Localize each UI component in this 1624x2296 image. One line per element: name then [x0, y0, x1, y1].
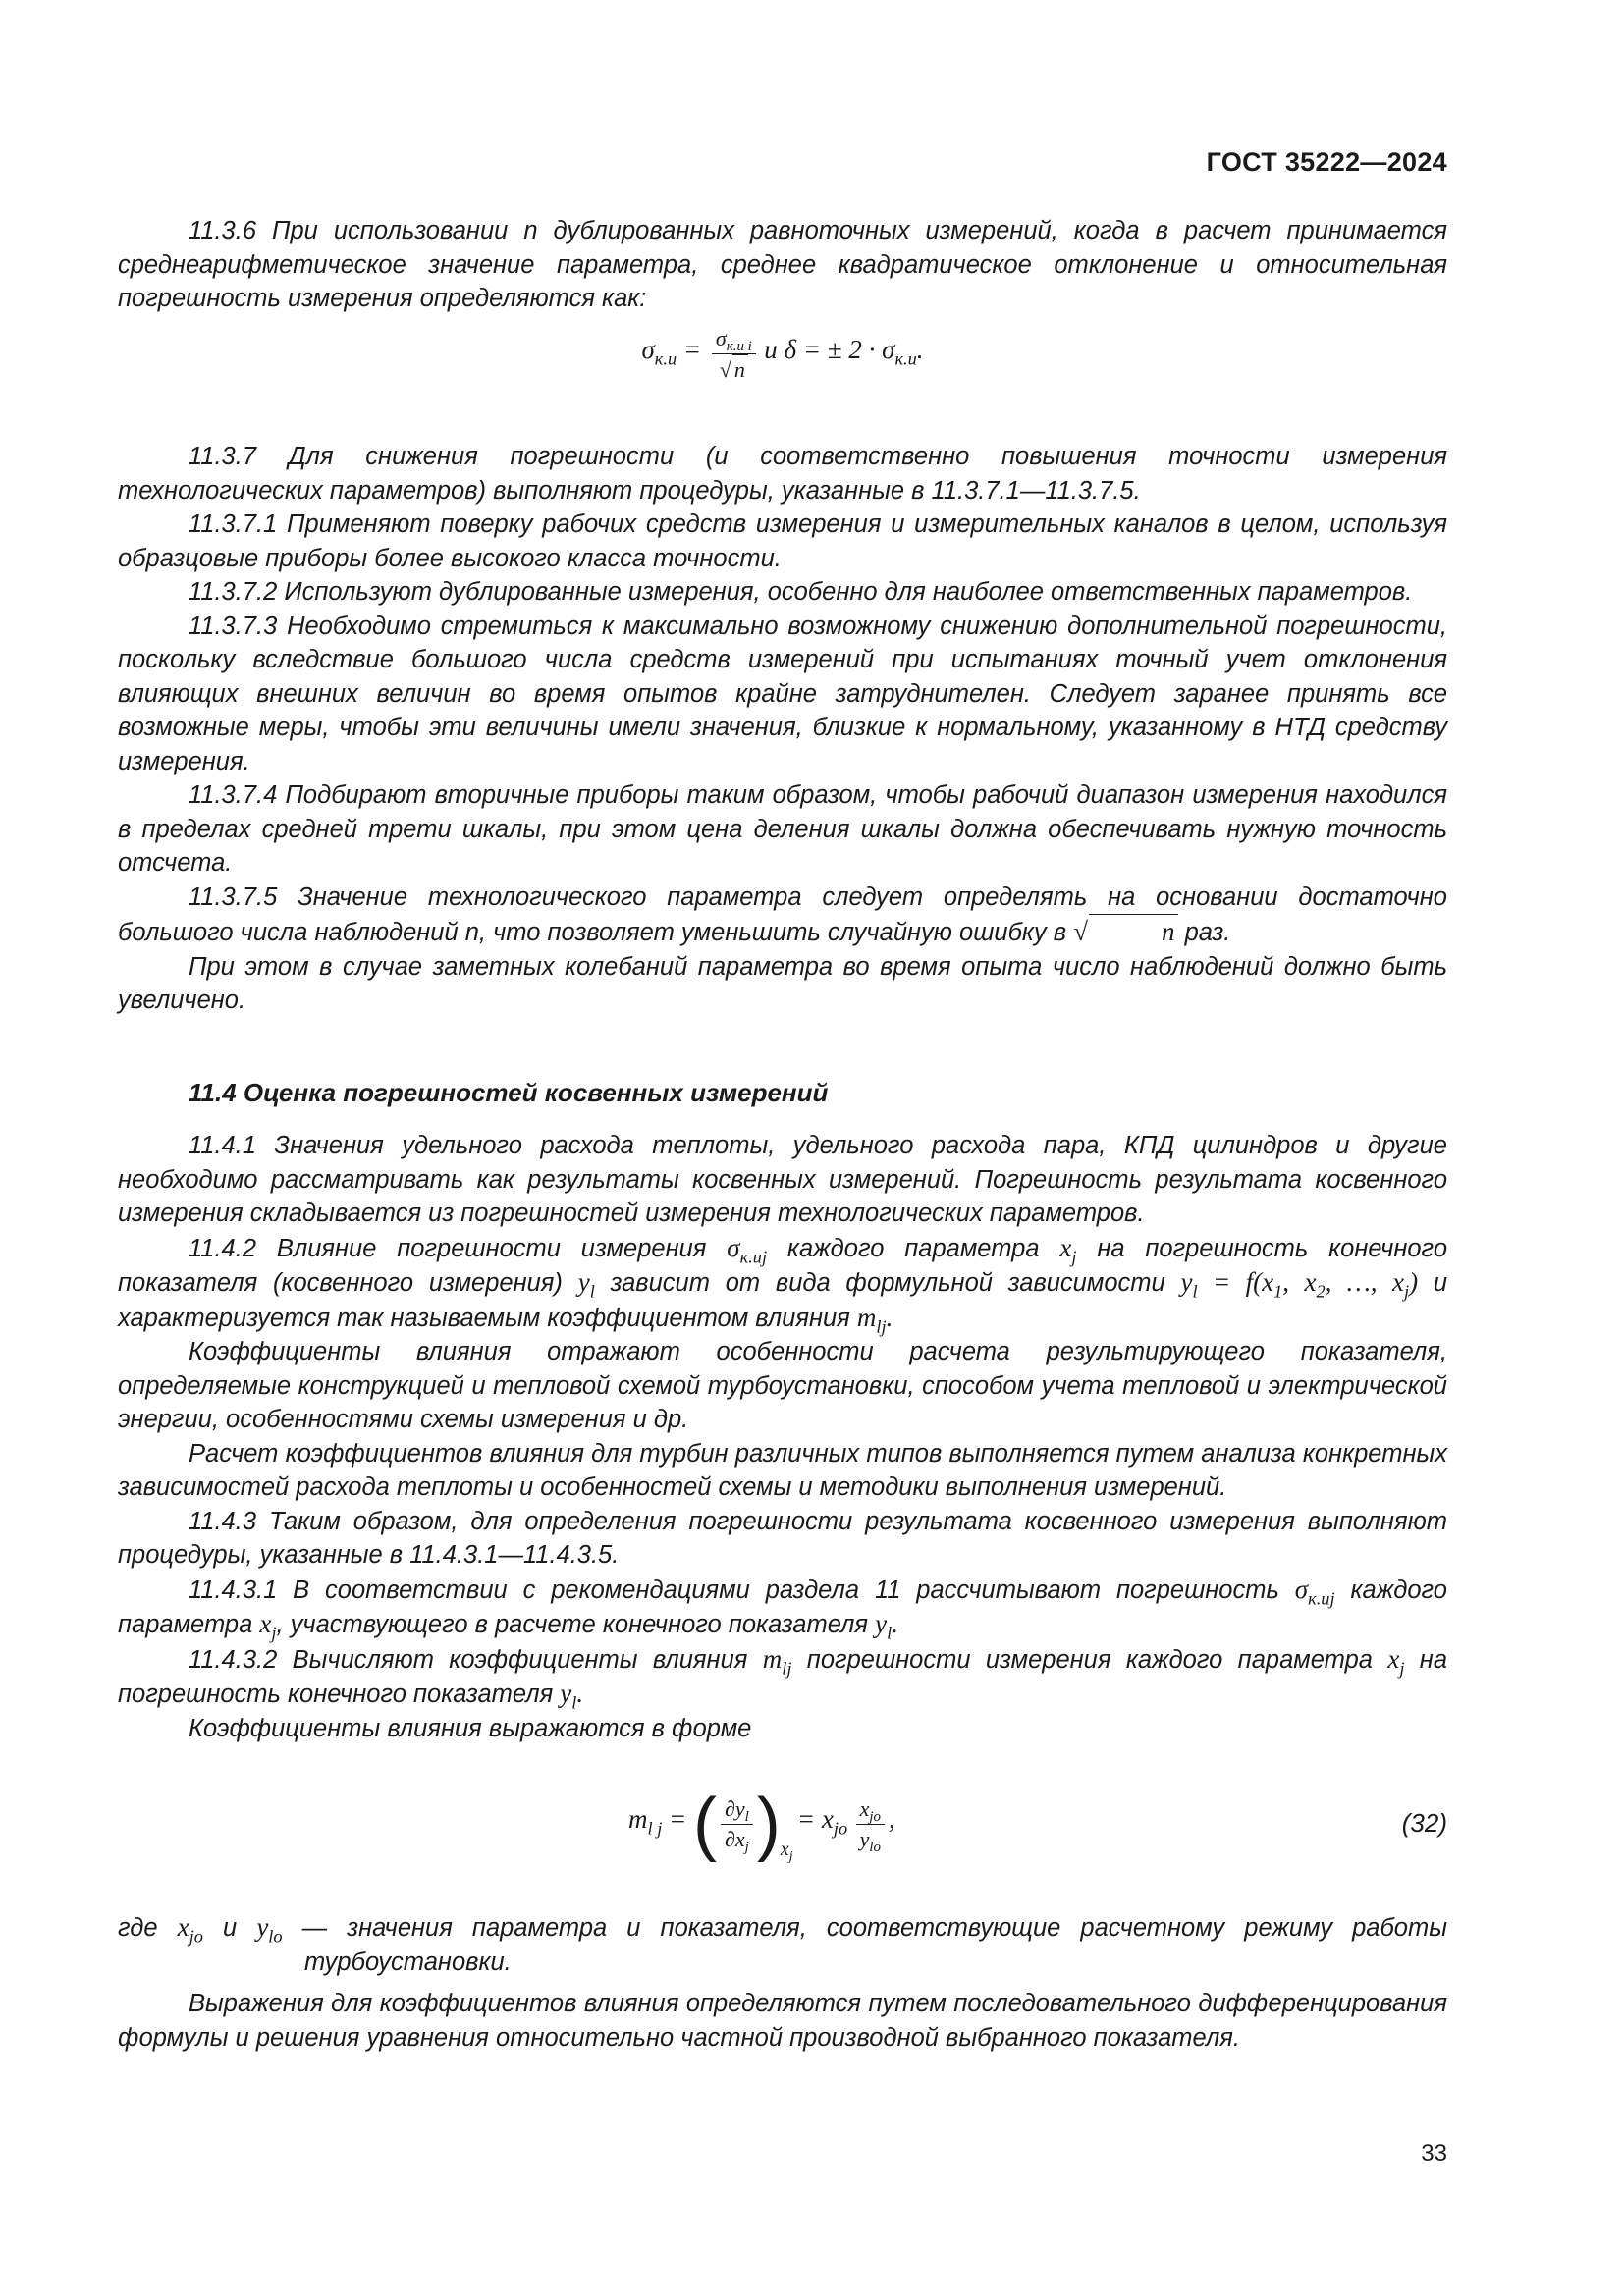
paragraph-11-4-2: 11.4.2 Влияние погрешности измерения $\sigma_{к.uj}$ каждого параметра $x_j$ на погрешность конечного показателя (косвенного измерения) $y_l$ зависит от вида формульной зависимости $y_l = f(x_1$, $x_2$, …, $x_j$) и характеризуется так называемым коэффициентом влияния $m_{lj}$. — [118, 1232, 1448, 1336]
document-header: ГОСТ 35222—2024 — [1206, 147, 1447, 177]
paragraph-last: Выражения для коэффициентов влияния определяются путем последовательного дифференцирования формулы и решения уравнения относительно частной производной выбранного показателя. — [118, 1990, 1447, 2052]
paragraph-11-3-6: 11.3.6 При использовании n дублированных равноточных измерений, когда в расчет принимается среднеарифметическое значение параметра, среднее квадратическое отклонение и относительная погрешность измерения определяются как: — [118, 217, 1447, 312]
equation-number: (32) — [1401, 1808, 1447, 1838]
section-11-4 — [118, 1078, 1447, 1108]
page-number: 33 — [1421, 2140, 1447, 2166]
formula-sigma: $\sigma_{к.и}$ = $\frac{\sigma_{к.и i}}{√ n}$ и δ = ± $2 \cdot \sigma_{к.и}$. — [118, 324, 1447, 385]
paragraph-11-3-7-1: 11.3.7.1 Применяют поверку рабочих средств измерения и измерительных каналов в целом, используя образцовые приборы более высокого класса точности. — [118, 510, 1447, 572]
section-11-3-7 — [118, 440, 1447, 1018]
paragraph-11-4-3: 11.4.3 Таким образом, для определения погрешности результата косвенного измерения выполняют процедуры, указанные в 11.4.3.1—11.4.3.5. — [118, 1507, 1447, 1569]
paragraph-11-3-7-5: 11.3.7.5 Значение технологического параметра следует определять на основании достаточно большого числа наблюдений n, что позволяет уменьшить случайную ошибку в √ n раз. — [118, 881, 1447, 950]
sqrt-n-symbol: √ n — [1073, 917, 1177, 946]
paragraph-11-3-7-2: 11.3.7.2 Используют дублированные измерения, особенно для наиболее ответственных параметров. — [189, 578, 1413, 606]
section-11-4-body — [118, 1129, 1447, 1745]
paragraph-11-4-3-1: 11.4.3.1 В соответствии с рекомендациями раздела 11 рассчитывают погрешность $\sigma_{к.uj}$ каждого параметра $x_j$, участвующего в расчете конечного показателя $y_l$. — [118, 1574, 1447, 1643]
paragraph-note: При этом в случае заметных колебаний параметра во время опыта число наблюдений должно быть увеличено. — [118, 952, 1447, 1014]
paragraph-11-3-7-4: 11.3.7.4 Подбирают вторичные приборы таким образом, чтобы рабочий диапазон измерения находился в пределах средней трети шкалы, при этом цена деления шкалы должна обеспечивать нужную точность отсчета. — [118, 781, 1447, 877]
paragraph-11-3-7: 11.3.7 Для снижения погрешности (и соответственно повышения точности измерения технологических параметров) выполняют процедуры, указанные в 11.3.7.1—11.3.7.5. — [118, 443, 1447, 505]
paragraph-11-3-7-3: 11.3.7.3 Необходимо стремиться к максимально возможному снижению дополнительной погрешности, поскольку вследствие большого числа средств измерений при испытаниях точный учет отклонения влияющих внешних величин во время опытов крайне затруднителен. Следует заранее принять все возможные меры, чтобы эти величины имели значения, близкие к нормальному, указанному в НТД средству измерения. — [118, 612, 1447, 775]
paragraph-form-intro: Коэффициенты влияния выражаются в форме — [189, 1714, 752, 1742]
where-clause: где $x_{jo}$ и $y_{lo}$ — значения параметра и показателя, соответствующие расчетному режиму работы турбоустановки. — [118, 1912, 1447, 1976]
paragraph-coef-1: Коэффициенты влияния отражают особенности расчета результирующего показателя, определяемые конструкцией и тепловой схемой турбоустановки, способом учета тепловой и электрической энергии, особенностями схемы измерения и др. — [118, 1338, 1447, 1433]
section-title-11-4: 11.4 Оценка погрешностей косвенных измерений — [189, 1078, 829, 1107]
paragraph-11-4-1: 11.4.1 Значения удельного расхода теплоты, удельного расхода пара, КПД цилиндров и другие необходимо рассматривать как результаты косвенных измерений. Погрешность результата косвенного измерения складывается из погрешностей измерения технологических параметров. — [118, 1132, 1447, 1227]
formula-32 — [118, 1785, 1447, 1877]
paragraph-coef-2: Расчет коэффициентов влияния для турбин различных типов выполняется путем анализа конкретных зависимостей расхода теплоты и особенностей схемы и методики выполнения измерений. — [118, 1439, 1447, 1501]
formula-32-body: $m_{l j}$ = ( $\frac{\partial y_l}{\partial x_j}$ )$x_j = x_{jo}$ $\frac{x_{jo}}{y_{lo}}$ , — [628, 1785, 895, 1863]
paragraph-11-4-3-2: 11.4.3.2 Вычисляют коэффициенты влияния $m_{lj}$ погрешности измерения каждого параметра $x_j$ на погрешность конечного показателя $y_l$. — [118, 1643, 1447, 1713]
